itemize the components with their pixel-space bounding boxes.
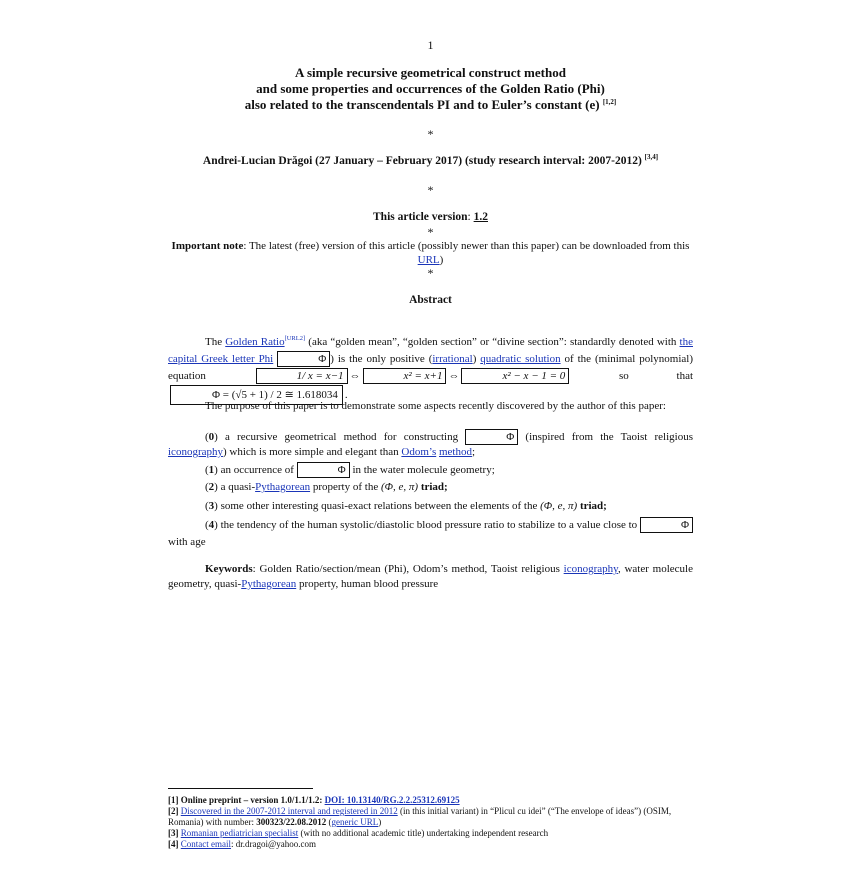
phi-box: Φ <box>465 429 518 445</box>
page-number: 1 <box>427 38 434 52</box>
discovered-link[interactable]: Discovered in the 2007-2012 interval and registered in 2012 <box>180 806 398 816</box>
iconography-link[interactable]: iconography <box>563 563 618 575</box>
item-3: (3) some other interesting quasi-exact relations between the elements of the (Φ, e, π) triad; <box>205 500 607 512</box>
irrational-link[interactable]: irrational <box>432 353 473 365</box>
title-line-2: and some properties and occurrences of the Golden Ratio (Phi) <box>256 81 605 96</box>
phi-box: Φ <box>277 351 330 367</box>
pythagorean-link[interactable]: Pythagorean <box>241 578 297 590</box>
phi-box: Φ <box>640 517 693 533</box>
footnote-4: [4] Contact email: dr.dragoi@yahoo.com <box>168 839 317 849</box>
equation-2: x² = x+1 <box>363 368 447 384</box>
triad-symbol: (Φ, e, π) <box>540 500 578 512</box>
quadratic-solution-link[interactable]: quadratic solution <box>480 353 561 365</box>
greek-letter-link[interactable]: the capital Greek letter Phi <box>168 336 693 365</box>
footnote-2: [2] Discovered in the 2007-2012 interval and registered in 2012 (in this initial variant) in “Plicul cu idei” (“The envelope of ideas”) (OSIM, Romania) with number: 300323/22.08.2012 (generic URL) <box>168 806 672 827</box>
title-line-1: A simple recursive geometrical construct method <box>295 65 566 80</box>
footnote-3: [3] Romanian pediatrician specialist (with no additional academic title) undertaking independent research <box>168 828 549 838</box>
author-refs: [3,4] <box>644 153 659 161</box>
item-0: (0) a recursive geometrical method for constructing Φ (inspired from the Taoist religious iconography) which is more simple and elegant than Odom’s method; <box>168 431 693 458</box>
phi-formula: Φ = (√5 + 1) / 2 ≅ 1.618034 <box>170 385 343 405</box>
item-2: (2) a quasi-Pythagorean property of the (Φ, e, π) triad; <box>205 481 448 493</box>
footnote-1: [1] Online preprint – version 1.0/1.1/1.2: DOI: 10.13140/RG.2.2.25312.69125 <box>168 795 460 805</box>
version-value: 1.2 <box>473 211 488 223</box>
separator-star: * <box>427 183 434 197</box>
pediatrician-link[interactable]: Romanian pediatrician specialist <box>180 828 299 838</box>
pythagorean-link[interactable]: Pythagorean <box>255 481 311 493</box>
equation-3: x² − x − 1 = 0 <box>461 368 569 384</box>
iconography-link[interactable]: iconography <box>168 446 223 458</box>
separator-star: * <box>427 127 434 141</box>
separator-star: * <box>427 225 434 239</box>
item-4: (4) the tendency of the human systolic/diastolic blood pressure ratio to stabilize to a value close to Φ with age <box>168 517 693 551</box>
title-line-3: also related to the transcendentals PI and to Euler’s constant (e) [1,2] <box>244 97 617 112</box>
article-version: This article version: 1.2 <box>373 211 488 223</box>
contact-email-link[interactable]: Contact email <box>180 839 231 849</box>
url2-ref[interactable]: [URL2] <box>284 335 306 342</box>
separator-star: * <box>427 266 434 280</box>
triad-symbol: (Φ, e, π) <box>380 481 419 493</box>
equation-1: 1/ x = x−1 <box>256 368 348 384</box>
paper-title <box>168 65 693 113</box>
odoms-link[interactable]: Odom’s <box>401 446 437 458</box>
title-refs: [1,2] <box>602 98 617 106</box>
url-link[interactable]: URL <box>417 254 440 266</box>
author-line: Andrei-Lucian Drăgoi (27 January – February 2017) (study research interval: 2007-2012) [3,4] <box>202 153 659 167</box>
keywords: Keywords: Golden Ratio/section/mean (Phi), Odom’s method, Taoist religious iconography, water molecule geometry, quasi-Pythagorean property, human blood pressure <box>168 563 693 590</box>
doi-link[interactable]: DOI: 10.13140/RG.2.2.25312.69125 <box>324 795 460 805</box>
footnote-divider <box>168 788 313 789</box>
abstract-heading: Abstract <box>409 294 452 306</box>
golden-ratio-link[interactable]: Golden Ratio <box>225 336 285 348</box>
generic-url-link[interactable]: generic URL <box>331 817 379 827</box>
abstract-paragraph-1: The Golden Ratio[URL2] (aka “golden mean”, “golden section” or “divine section”: standardly denoted with the capital Greek letter Phi Φ ) is the only positive (irrational) quadratic solution of the (minimal polynomial) equation 1/ x = x−1 ⇔ x² = x+1 ⇔ x² − x − 1 = 0 so that Φ = (√5 + 1) / 2 ≅ 1.618034 . <box>168 334 693 405</box>
abstract-paragraph-2: The purpose of this paper is to demonstrate some aspects recently discovered by the author of this paper: <box>205 400 666 412</box>
important-note: Important note: The latest (free) version of this article (possibly newer than this paper) can be downloaded from this URL) <box>171 240 690 266</box>
phi-box: Φ <box>297 462 350 478</box>
item-1: (1) an occurrence of Φ in the water molecule geometry; <box>205 464 495 476</box>
method-link[interactable]: method <box>438 446 472 458</box>
